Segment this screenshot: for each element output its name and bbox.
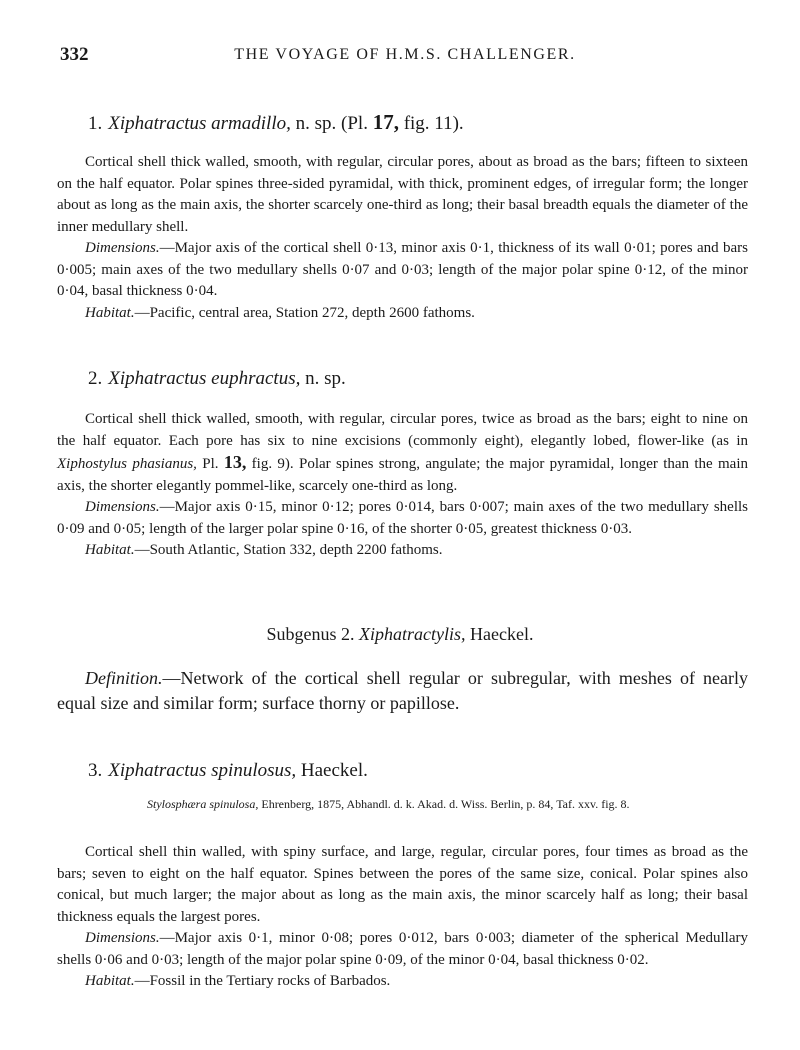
species-2-body [57, 409, 748, 562]
species-1-figure: fig. 11). [403, 113, 464, 134]
subgenus-definition [57, 666, 748, 716]
habitat-label: Habitat. [85, 542, 135, 558]
synonym-name: Stylosphæra spinulosa, [147, 797, 259, 811]
synonym-reference: Ehrenberg, 1875, Abhandl. d. k. Akad. d. Wiss. Berlin, p. 84, Taf. xxv. fig. 8. [261, 797, 630, 811]
species-1-number: 1. [88, 113, 103, 134]
species-1-dimensions [57, 238, 748, 303]
species-2-number: 2. [88, 368, 103, 389]
species-3-habitat [57, 971, 748, 993]
species-3-description: Cortical shell thin walled, with spiny surface, and large, regular, circular pores, four times as broad as the bars; seven to eight on the half equator. Spines between the pores of the same size, conical. Polar spines also conical, but much larger; the major about as long as the main axis, the minor scarcely half as long; their basal thickness equals the largest pores. [57, 844, 748, 925]
species-3-name: Xiphatractus spinulosus, [108, 760, 297, 781]
species-2-status: n. sp. [305, 368, 346, 389]
species-2-dimensions [57, 497, 748, 540]
description-part-b: fig. 9). Polar spines strong, angulate; the major pyramidal, longer than the main axis, the shorter elegantly pommel-like, scarcely one-third as long. [57, 456, 748, 494]
definition-paragraph [57, 666, 748, 716]
definition-label: Definition. [85, 668, 163, 688]
habitat-text: —South Atlantic, Station 332, depth 2200 fathoms. [134, 542, 443, 558]
species-3-number: 3. [88, 760, 103, 781]
habitat-text: —Fossil in the Tertiary rocks of Barbados. [134, 973, 391, 989]
species-1-habitat [57, 303, 748, 325]
species-2-habitat [57, 540, 748, 562]
subgenus-prefix: Subgenus 2. [266, 624, 355, 644]
habitat-label: Habitat. [85, 973, 135, 989]
subgenus-name: Xiphatractylis, [359, 624, 466, 644]
definition-text: —Network of the cortical shell regular or subregular, with meshes of nearly equal size and similar form; surface thorny or papillose. [57, 668, 748, 713]
dimensions-text: —Major axis of the cortical shell 0·13, minor axis 0·1, thickness of its wall 0·01; pores and bars 0·005; main axes of the two medullary shells 0·07 and 0·03; length of the major polar spine 0·12, of the minor 0·04, basal thickness 0·04. [57, 240, 748, 299]
habitat-text: —Pacific, central area, Station 272, depth 2600 fathoms. [134, 304, 475, 321]
species-2-name: Xiphatractus euphractus, [108, 368, 301, 389]
subgenus-heading [0, 624, 800, 645]
species-2-description [57, 409, 748, 497]
dimensions-text: —Major axis 0·15, minor 0·12; pores 0·014, bars 0·007; main axes of the two medullary shells 0·09 and 0·05; length of the larger polar spine 0·16, of the shorter 0·05, greatest thickness 0·03. [57, 499, 748, 537]
description-reference: Xiphostylus phasianus, [57, 456, 197, 472]
species-3-synonymy [147, 796, 748, 812]
species-1-description: Cortical shell thick walled, smooth, with regular, circular pores, about as broad as the bars; fifteen to sixteen on the half equator. Polar spines three-sided pyramidal, with thick, prominent edges, of irregular form; the longer about as long as the main axis, the shorter scarcely one-third as long; their basal breadth equals the diameter of the inner medullary shell. [57, 154, 748, 235]
dimensions-text: —Major axis 0·1, minor 0·08; pores 0·012, bars 0·003; diameter of the spherical Medullary shells 0·06 and 0·03; length of the major polar spine 0·09, of the minor 0·04, basal thickness 0·02. [57, 930, 748, 968]
subgenus-author: Haeckel. [470, 624, 534, 644]
synonymy-paragraph [147, 796, 748, 812]
species-1-heading [88, 110, 748, 135]
description-part-a: Cortical shell thick walled, smooth, with regular, circular pores, twice as broad as the bars; eight to nine on the half equator. Each pore has six to nine excisions (commonly eight), elegantly lobed, flower-like (as in [57, 411, 748, 449]
dimensions-label: Dimensions. [85, 499, 160, 515]
description-plate-prefix: Pl. [202, 456, 219, 472]
species-3-body [57, 842, 748, 993]
species-1-name: Xiphatractus armadillo, [108, 113, 291, 134]
description-plate: 13, [223, 452, 247, 472]
species-3-author: Haeckel. [300, 760, 368, 781]
dimensions-label: Dimensions. [85, 240, 160, 256]
species-2-heading [88, 368, 748, 390]
species-1-status: n. sp. (Pl. [295, 113, 368, 134]
running-title: THE VOYAGE OF H.M.S. CHALLENGER. [234, 46, 576, 63]
species-1-body [57, 152, 748, 324]
species-3-dimensions [57, 928, 748, 971]
species-1-plate: 17, [372, 110, 399, 134]
dimensions-label: Dimensions. [85, 930, 160, 946]
page-number: 332 [60, 44, 89, 65]
species-3-heading [88, 760, 748, 782]
habitat-label: Habitat. [85, 304, 135, 321]
page-header [60, 44, 750, 68]
